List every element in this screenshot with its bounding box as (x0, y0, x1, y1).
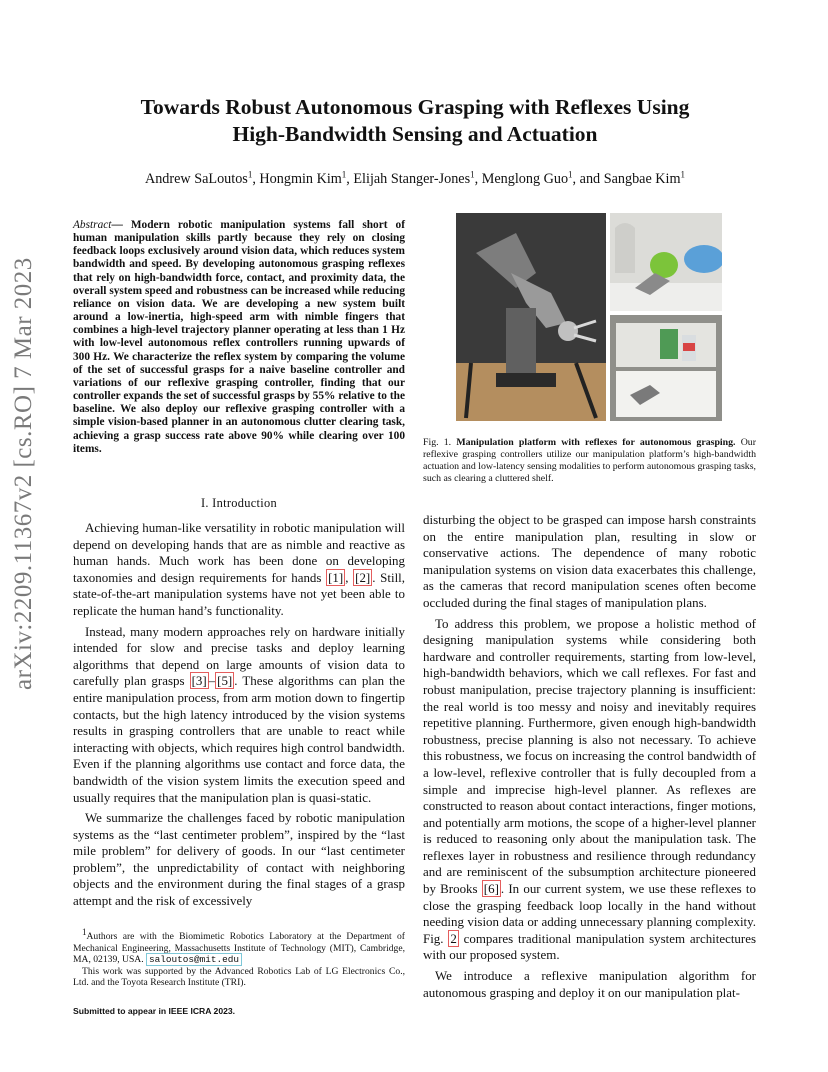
affiliation-mark: 1 (247, 169, 253, 180)
author-name: Hongmin Kim (259, 171, 342, 187)
submission-note: Submitted to appear in IEEE ICRA 2023. (73, 1006, 236, 1016)
shelf-illustration (610, 315, 722, 421)
paragraph: Achieving human-like versatility in robotic manipulation will depend on developing hands that are as nimble and reactive as human hands. Much work has been done on developing taxonomies and design requirements for hands [1] , [2] . Still, state-of-the-art manipulation systems have not yet been able to replicate the human hand’s functionality. (73, 520, 405, 618)
footnotes (73, 926, 405, 989)
author-separator: , (474, 171, 482, 187)
citation-link[interactable]: [6] (483, 881, 499, 897)
title-line-1: Towards Robust Autonomous Grasping with Reflexes Using (140, 95, 690, 119)
figure-link[interactable]: 2 (450, 930, 457, 946)
footnote-funding: This work was supported by the Advanced Robotics Lab of LG Electronics Co., Ltd. and the Toyota Research Institute (TRI). (73, 965, 405, 989)
arxiv-sidebar-stamp: arXiv:2209.11367v2 [cs.RO] 7 Mar 2023 (10, 257, 37, 690)
title-line-2: High-Bandwidth Sensing and Actuation (232, 122, 598, 146)
paragraph-text: To address this problem, we propose a holistic method of designing manipulation systems while considering both hardware and controller requirements, starting from low-level, high-bandwidth behaviors, which we call reflexes. For fast and robust manipulation, precise trajectory planning is insufficient: the real world is too messy and noisy and inevitably requires repetitive planning. Furthermore, given enough high-bandwidth robustness, precise planning is also not necessary. To achieve this robustness, we focus on increasing the control bandwidth of a low-level, reflexive controller that is fully decoupled from a simple and imprecise high-level planner. As reflexes are constructed to reason about contact interactions, finger motions, and potentially arm motions, the scope of a higher-level planner is reduced to reasoning only about the manipulation task. The reflexes layer in robustness and resilience through redundancy and are reminiscent of the subsumption architecture pioneered by Brooks (423, 615, 756, 897)
paragraph-text: Achieving human-like versatility in robotic manipulation will depend on developing hands that are as nimble and reactive as human hands. Much work has been done on developing taxonomies and design requirements for hands (73, 520, 405, 585)
abstract-text: — Modern robotic manipulation systems fall short of human manipulation skills partly because they rely on closing feedback loops exclusively around vision data, which reduces system bandwidth and speed. By developing autonomous grasping reflexes that rely on high-bandwidth force, contact, and proximity data, the overall system speed and robustness can be increased while reducing reliance on vision data. We are developing a new system built around a low-inertia, high-speed arm with nimble fingers that combines a high-level trajectory planner operating at less than 1 Hz with low-level autonomous reflex controllers running upwards of 300 Hz. We characterize the reflex system by comparing the volume of the set of successful grasps for a naive baseline controller and variations of our reflexive grasping controller, finding that our controller expands the set of successful grasps by 55% relative to the baseline. We also deploy our reflexive grasping controller with a simple vision-based planner in an autonomous clutter clearing task, achieving a grasp success rate above 90% while clearing over 100 items. (73, 219, 405, 455)
paragraph: We introduce a reflexive manipulation algorithm for autonomous grasping and deploy it on our manipulation plat- (423, 968, 756, 1000)
footnote-mark: 1 (82, 926, 87, 937)
author-name: Sangbae Kim (603, 171, 681, 187)
apple-grasp-illustration (610, 213, 722, 311)
author-separator: , and (572, 171, 604, 187)
author-name: Menglong Guo (481, 171, 569, 187)
paragraph (423, 616, 756, 964)
section-heading: I. Introduction (200, 496, 278, 510)
affiliation-mark: 1 (680, 169, 686, 180)
right-column-body (423, 512, 756, 1005)
footnote-affiliation (73, 926, 405, 966)
affiliation-mark: 1 (568, 169, 573, 180)
figure-label: Fig. 1. (423, 437, 452, 448)
citation-link[interactable]: [1] (328, 569, 344, 585)
paragraph: disturbing the object to be grasped can impose harsh constraints on the entire manipulation plan, resulting in slow or conservative actions. The dependence of many robotic manipulation systems on vision data exacerbates this challenge, as the cameras that record manipulation scenes often become occluded during the final stages of manipulation plans. (423, 512, 756, 610)
robot-arm-photo (456, 213, 606, 421)
footnote-text: Authors are with the Biomimetic Robotics Laboratory at the Department of Mechanical Engineering, Massachusetts Institute of Technology (MIT), Cambridge, MA, 02139, USA. (73, 931, 405, 966)
figure-1 (456, 213, 722, 421)
caption-text: Our reflexive grasping controllers utilize our manipulation platform’s high-bandwidth actuation and low-latency sensing modalities to perform autonomous grasping tasks, such as clearing a cluttered shelf. (423, 437, 757, 484)
citation-link[interactable]: [2] (355, 569, 371, 585)
email-link[interactable]: saloutos@mit.edu (146, 953, 242, 966)
paragraph-text: compares traditional manipulation system architectures with our proposed system. (423, 930, 756, 963)
abstract-label: Abstract (73, 219, 112, 231)
paper-title (100, 94, 730, 148)
paragraph-text: We summarize the challenges faced by robotic manipulation systems as the “last centimeter problem”, inspired by the “last mile problem” for delivery of goods. In our “last centimeter problem”, the unpredictability of contact with neighboring objects and the environment during the final stages of a grasp attempt and the risk of excessively (73, 810, 405, 909)
left-column-body (73, 520, 405, 914)
affiliation-mark: 1 (341, 169, 347, 180)
author-name: Elijah Stanger-Jones (353, 171, 471, 187)
abstract (73, 219, 405, 456)
robot-arm-illustration (456, 213, 606, 421)
paragraph-text: Instead, many modern approaches rely on hardware initially intended for slow and precise tasks and deploy learning algorithms that depend on large amounts of vision data to carefully plan grasps (73, 623, 405, 689)
citation-link[interactable]: [3] (191, 673, 207, 689)
paragraph: Instead, many modern approaches rely on hardware initially intended for slow and precise tasks and deploy learning algorithms that depend on large amounts of vision data to carefully plan grasps [3] – [5] . These algorithms can plan the entire manipulation process, from arm motion down to fingertip contacts, but the high latency introduced by the vision systems results in grasping controllers that are unable to react while interacting with objects, which requires high control bandwidth. Even if the planning algorithms use contact and force data, the bandwidth of the vision system limits the execution speed and usually requires that the manipulation plan is quasi-static. (73, 623, 405, 805)
shelf-clearing-photo (610, 315, 722, 421)
apple-grasp-photo (610, 213, 722, 311)
affiliation-mark: 1 (470, 169, 475, 180)
paragraph-text: . Still, state-of-the-art manipulation systems have not yet been able to replicate the human hand’s functionality. (73, 569, 405, 618)
figure-caption (423, 437, 756, 485)
caption-title: Manipulation platform with reflexes for autonomous grasping. (456, 437, 736, 448)
paragraph (73, 810, 405, 910)
citation-link[interactable]: [5] (217, 673, 233, 689)
paragraph-text: . These algorithms can plan the entire manipulation process, from arm motion down to fingertip contacts, but the high latency introduced by the vision systems results in grasping controllers that are unable to react while interacting with objects, which requires high control bandwidth. Even if the planning algorithms use contact and force data, the bandwidth of the vision system limits the execution speed and usually requires that the manipulation plan is quasi-static. (73, 673, 405, 805)
author-list (80, 171, 750, 188)
author-separator: , (252, 171, 260, 187)
author-name: Andrew SaLoutos (144, 171, 248, 187)
author-separator: , (346, 171, 354, 187)
paragraph-text: . In our current system, we use these reflexes to close the grasping feedback loop locally in the hand without needing vision data or adding unnecessary planning complexity. Fig. (423, 881, 756, 946)
